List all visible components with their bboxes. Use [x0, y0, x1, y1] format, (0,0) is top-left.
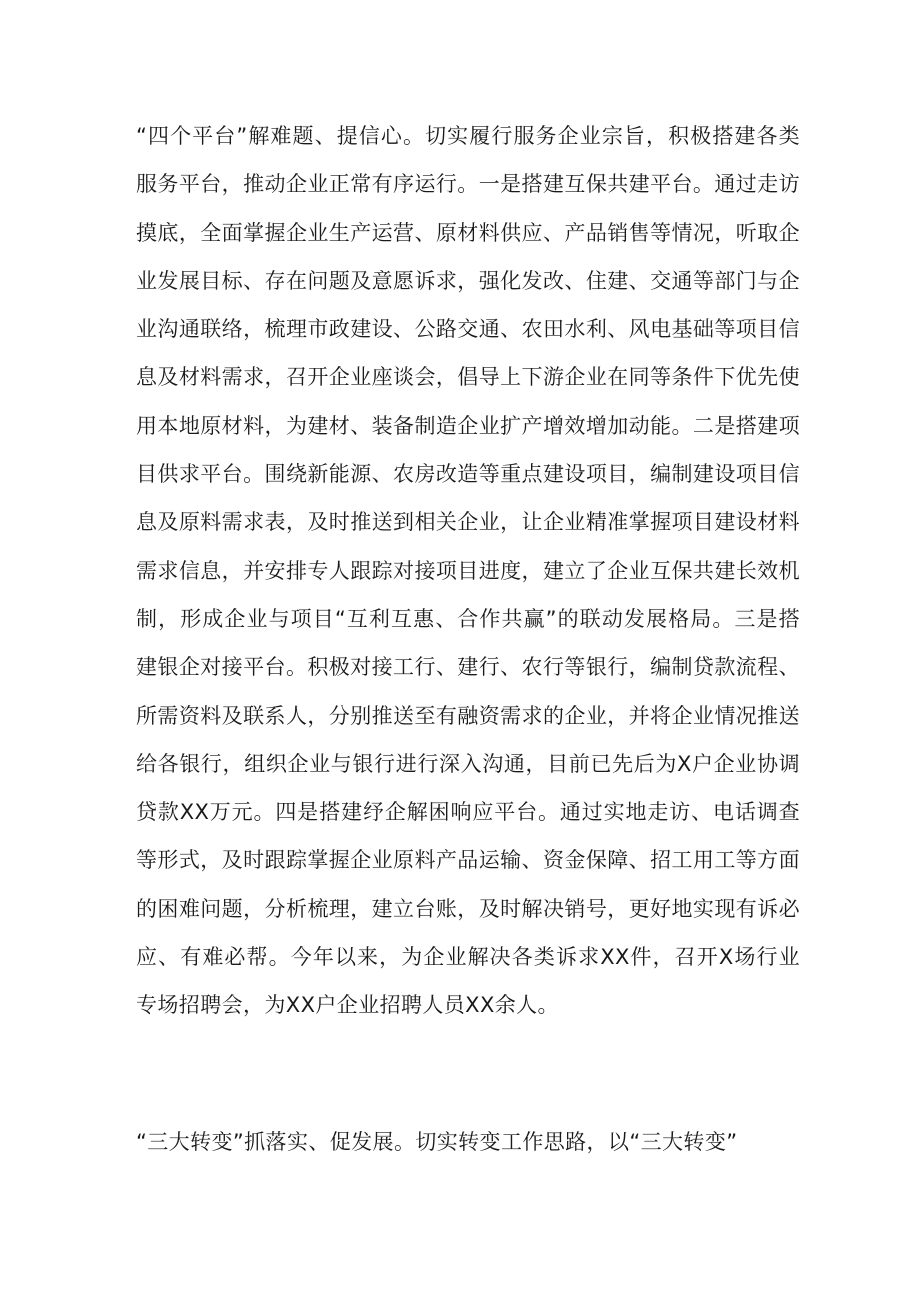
- body-paragraph-three-transformations: “三大转变”抓落实、促发展。切实转变工作思路，以“三大转变”: [136, 1130, 738, 1154]
- body-paragraph-four-platforms: “四个平台”解难题、提信心。切实履行服务企业宗旨，积极搭建各类服务平台，推动企业正常有序运行。一是搭建互保共建平台。通过走访摸底，全面掌握企业生产运营、原材料供应、产品销售等情况，听取企业发展目标、存在问题及意愿诉求，强化发改、住建、交通等部门与企业沟通联络，梳理市政建设、公路交通、农田水利、风电基础等项目信息及材料需求，召开企业座谈会，倡导上下游企业在同等条件下优先使用本地原材料，为建材、装备制造企业扩产增效增加动能。二是搭建项目供求平台。围绕新能源、农房改造等重点建设项目，编制建设项目信息及原料需求表，及时推送到相关企业，让企业精准掌握项目建设材料需求信息，并安排专人跟踪对接项目进度，建立了企业互保共建长效机制，形成企业与项目“互利互惠、合作共赢”的联动发展格局。三是搭建银企对接平台。积极对接工行、建行、农行等银行，编制贷款流程、所需资料及联系人，分别推送至有融资需求的企业，并将企业情况推送给各银行，组织企业与银行进行深入沟通，目前已先后为X户企业协调贷款XX万元。四是搭建纾企解困响应平台。通过实地走访、电话调查等形式，及时跟踪掌握企业原料产品运输、资金保障、招工用工等方面的困难问题，分析梳理，建立台账，及时解决销号，更好地实现有诉必应、有难必帮。今年以来，为企业解决各类诉求XX件，召开X场行业专场招聘会，为XX户企业招聘人员XX余人。: [136, 124, 800, 1018]
